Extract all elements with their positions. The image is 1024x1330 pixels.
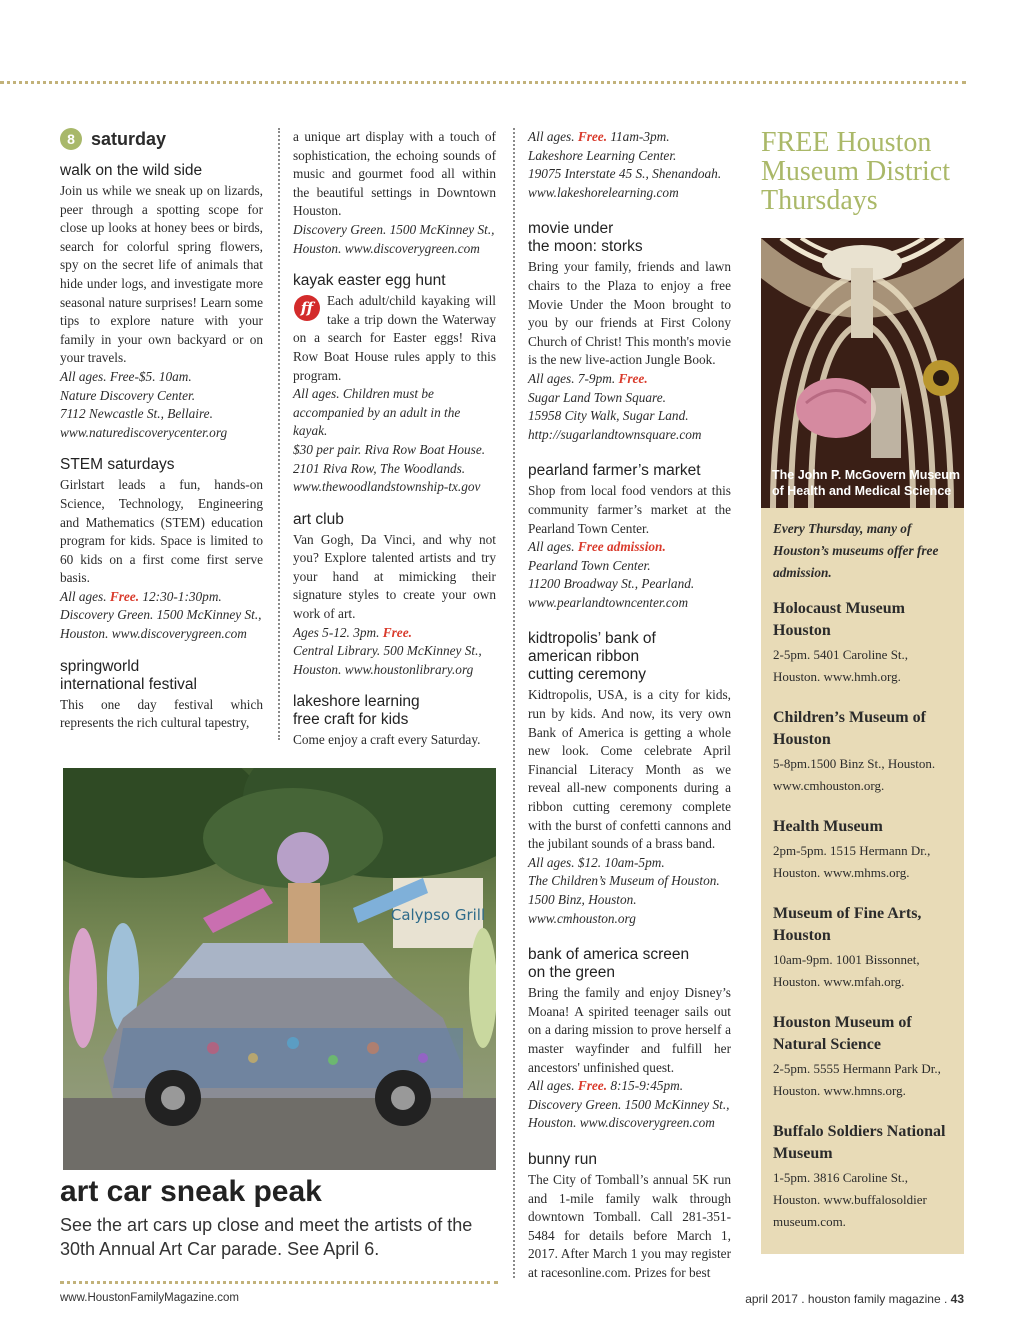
- museum-item: [773, 1012, 952, 1102]
- footer-website[interactable]: www.HoustonFamilyMagazine.com: [60, 1292, 239, 1304]
- event-link[interactable]: www.naturediscoverycenter.org: [60, 424, 228, 440]
- event-link[interactable]: www.pearlandtowncenter.com: [528, 594, 689, 610]
- museum-info: 2-5pm. 5555 Hermann Park Dr., Houston. www.hmns.org.: [773, 1061, 941, 1098]
- event-details: 15958 City Walk, Sugar Land.: [528, 408, 689, 424]
- art-car-illustration: [63, 768, 496, 1170]
- column-1: [60, 128, 263, 733]
- museum-item: [773, 816, 952, 884]
- museum-item: [773, 903, 952, 993]
- column-3: [528, 128, 731, 1283]
- sidebar-intro: Every Thursday, many of Houston’s museums offer free admission.: [773, 521, 939, 580]
- event-details: All ages. 7-9pm. Free.: [528, 370, 648, 386]
- free-label: Free.: [382, 624, 412, 640]
- event-details: 11200 Broadway St., Pearland.: [528, 576, 695, 592]
- event-body: Kidtropolis, USA, is a city for kids, run by kids. And now, its very own Bank of America is getting a whole new look. Come celebrate April Financial Literacy Month as we reveal all-new components during a ribbon cutting ceremony complete with the burst of confetti cannons and the jubilant sounds of a brass band.: [528, 687, 731, 852]
- event-details: Discovery Green. 1500 McKinney St., Houston. www.discoverygreen.com: [293, 221, 495, 256]
- day-header: [60, 128, 263, 150]
- event-details: Pearland Town Center.: [528, 557, 651, 573]
- event-details: Central Library. 500 McKinney St., Houston. www.houstonlibrary.org: [293, 643, 482, 677]
- top-dotted-rule: [0, 81, 966, 84]
- event-body: This one day festival which represents the rich cultural tapestry,: [60, 696, 263, 731]
- event-title: kayak easter egg hunt: [293, 272, 446, 290]
- museum-info: 2-5pm. 5401 Caroline St., Houston. www.hmh.org.: [773, 647, 909, 684]
- museum-name: Children’s Museum of Houston: [773, 709, 926, 748]
- free-label: Free.: [109, 588, 140, 604]
- day-number-badge: 8: [60, 128, 82, 150]
- event-title: art club: [293, 510, 344, 528]
- event-title: bank of america screen on the green: [528, 946, 690, 982]
- museum-item: [773, 707, 952, 797]
- museum-name: Museum of Fine Arts, Houston: [773, 905, 922, 944]
- event-details: $30 per pair. Riva Row Boat House. 2101 Riva Row, The Woodlands.: [293, 441, 486, 476]
- museum-name: Health Museum: [773, 818, 883, 835]
- museum-item: [773, 598, 952, 688]
- museum-name: Buffalo Soldiers National Museum: [773, 1123, 946, 1162]
- column-divider-2: [513, 128, 515, 1278]
- event-details: Discovery Green. 1500 McKinney St., Houston. www.discoverygreen.com: [60, 607, 262, 642]
- event-title: walk on the wild side: [60, 162, 203, 179]
- event-title: lakeshore learning free craft for kids: [293, 693, 420, 729]
- photo-caption-text: See the art cars up close and meet the artists of the 30th Annual Art Car parade. See April 6.: [60, 1215, 473, 1259]
- bottom-dotted-rule: [60, 1281, 498, 1284]
- event-details: All ages. Free admission.: [528, 539, 666, 555]
- column-2: [293, 128, 496, 750]
- event-link[interactable]: www.lakeshorelearning.com: [528, 184, 679, 200]
- museum-name: Houston Museum of Natural Science: [773, 1014, 912, 1053]
- museum-photo: [761, 238, 964, 508]
- event-details: Sugar Land Town Square.: [528, 389, 666, 405]
- free-label: Free admission.: [577, 539, 666, 555]
- family-friendly-icon: [293, 294, 321, 322]
- svg-text:Calypso Grill: Calypso Grill: [390, 906, 486, 924]
- page-number: 43: [950, 1292, 964, 1306]
- event-body-continued: a unique art display with a touch of sophistication, the echoing sounds of music and gourmet food all within the beautiful settings in Downtown Houston.: [293, 129, 496, 219]
- event-details: 19075 Interstate 45 S., Shenandoah.: [528, 166, 722, 182]
- footer-issue: april 2017 . houston family magazine . 43: [745, 1292, 964, 1306]
- free-label: Free.: [577, 129, 608, 144]
- event-title: pearland farmer’s market: [528, 462, 701, 480]
- event-title: kidtropolis’ bank of american ribbon cutting ceremony: [528, 630, 656, 684]
- event-details: All ages. Free. 12:30-1:30pm.: [60, 588, 222, 604]
- museum-info: 1-5pm. 3816 Caroline St., Houston. www.buffalosoldier museum.com.: [773, 1170, 927, 1229]
- event-details: 7112 Newcastle St., Bellaire.: [60, 406, 213, 422]
- event-details: 1500 Binz, Houston.: [528, 892, 637, 907]
- event-body: Bring your family, friends and lawn chairs to the Plaza to enjoy a free Movie Under the Moon brought to you by our friends at First Colony Church of Christ! This month's movie is the new live-action Jungle Book.: [528, 259, 731, 368]
- event-body: ff Each adult/child kayaking will take a trip down the Waterway on a search for Easter eggs! Riva Row Boat House rules apply to this program.: [293, 293, 496, 383]
- event-details: Discovery Green. 1500 McKinney St., Houston. www.discoverygreen.com: [528, 1096, 730, 1131]
- event-title: STEM saturdays: [60, 456, 175, 474]
- event-details: All ages. Free. 11am-3pm.: [528, 129, 670, 144]
- museum-name: Holocaust Museum Houston: [773, 600, 905, 639]
- column-divider-1: [278, 128, 280, 740]
- event-details: Nature Discovery Center.: [60, 387, 196, 403]
- museum-info: 10am-9pm. 1001 Bissonnet, Houston. www.mfah.org.: [773, 952, 920, 989]
- svg-text:ff: ff: [300, 299, 314, 318]
- day-label: saturday: [91, 128, 167, 149]
- museum-info: 5-8pm.1500 Binz St., Houston. www.cmhouston.org.: [773, 756, 936, 793]
- event-link[interactable]: www.cmhouston.org: [528, 910, 636, 926]
- event-title: springworld international festival: [60, 657, 197, 693]
- event-body: Shop from local food vendors at this community farmer’s market at the Pearland Town Center.: [528, 483, 731, 536]
- event-body: Van Gogh, Da Vinci, and why not you? Explore talented artists and try your hand at mimicking their signature styles to create your own work of art.: [293, 531, 496, 622]
- event-details: Lakeshore Learning Center.: [528, 147, 677, 163]
- free-label: Free.: [577, 1078, 608, 1094]
- art-car-photo: [63, 768, 496, 1170]
- event-link[interactable]: www.thewoodlandstownship-tx.gov: [293, 479, 481, 495]
- event-title: movie under the moon: storks: [528, 220, 643, 256]
- event-details: All ages. Children must be accompanied by an adult in the kayak.: [293, 386, 461, 439]
- event-link[interactable]: http://sugarlandtownsquare.com: [528, 426, 702, 442]
- sidebar-title: FREE Houston Museum District Thursdays: [761, 128, 950, 216]
- event-details: The Children’s Museum of Houston.: [528, 873, 720, 889]
- event-body: Bring the family and enjoy Disney’s Moana! A spirited teenager sails out on a daring mission to prove herself a master wayfinder and fulfill her ancestors' unfinished quest.: [528, 985, 731, 1075]
- event-details: Ages 5-12. 3pm. Free.: [293, 624, 412, 640]
- museum-item: [773, 1121, 952, 1233]
- museum-sidebar: [761, 128, 964, 1254]
- event-body: The City of Tomball’s annual 5K run and 1-mile family walk through downtown Tomball. Call 281-351-5484 for details before March 1, 2017. After March 1 you may register at racesonline.com. Prizes for best: [528, 1171, 731, 1280]
- free-label: Free.: [618, 370, 648, 386]
- photo-caption-title: art car sneak peak: [60, 1175, 322, 1208]
- event-title: bunny run: [528, 1150, 597, 1168]
- museum-list-box: [761, 508, 964, 1254]
- event-details: All ages. Free. 8:15-9:45pm.: [528, 1078, 684, 1094]
- event-details: All ages. $12. 10am-5pm.: [528, 854, 665, 870]
- museum-info: 2pm-5pm. 1515 Hermann Dr., Houston. www.mhms.org.: [773, 843, 931, 880]
- event-body: Come enjoy a craft every Saturday.: [293, 732, 481, 748]
- event-body: Join us while we sneak up on lizards, peer through a spotting scope for close up looks at honey bees or birds, search for colorful spring flowers, spy on the secret life of animals that hide under logs, and investigate more seasonal nature surprises! Learn some tips to explore nature with your family in your own backyard or on your travels.: [60, 183, 263, 366]
- event-body: Girlstart leads a fun, hands-on Science, Technology, Engineering and Mathematics (STEM) education program for kids. Space is limited to 60 kids on a first come first serve basis.: [60, 477, 263, 586]
- museum-photo-caption: The John P. McGovern Museum of Health and Medical Science: [772, 468, 961, 498]
- event-details: All ages. Free-$5. 10am.: [60, 368, 192, 384]
